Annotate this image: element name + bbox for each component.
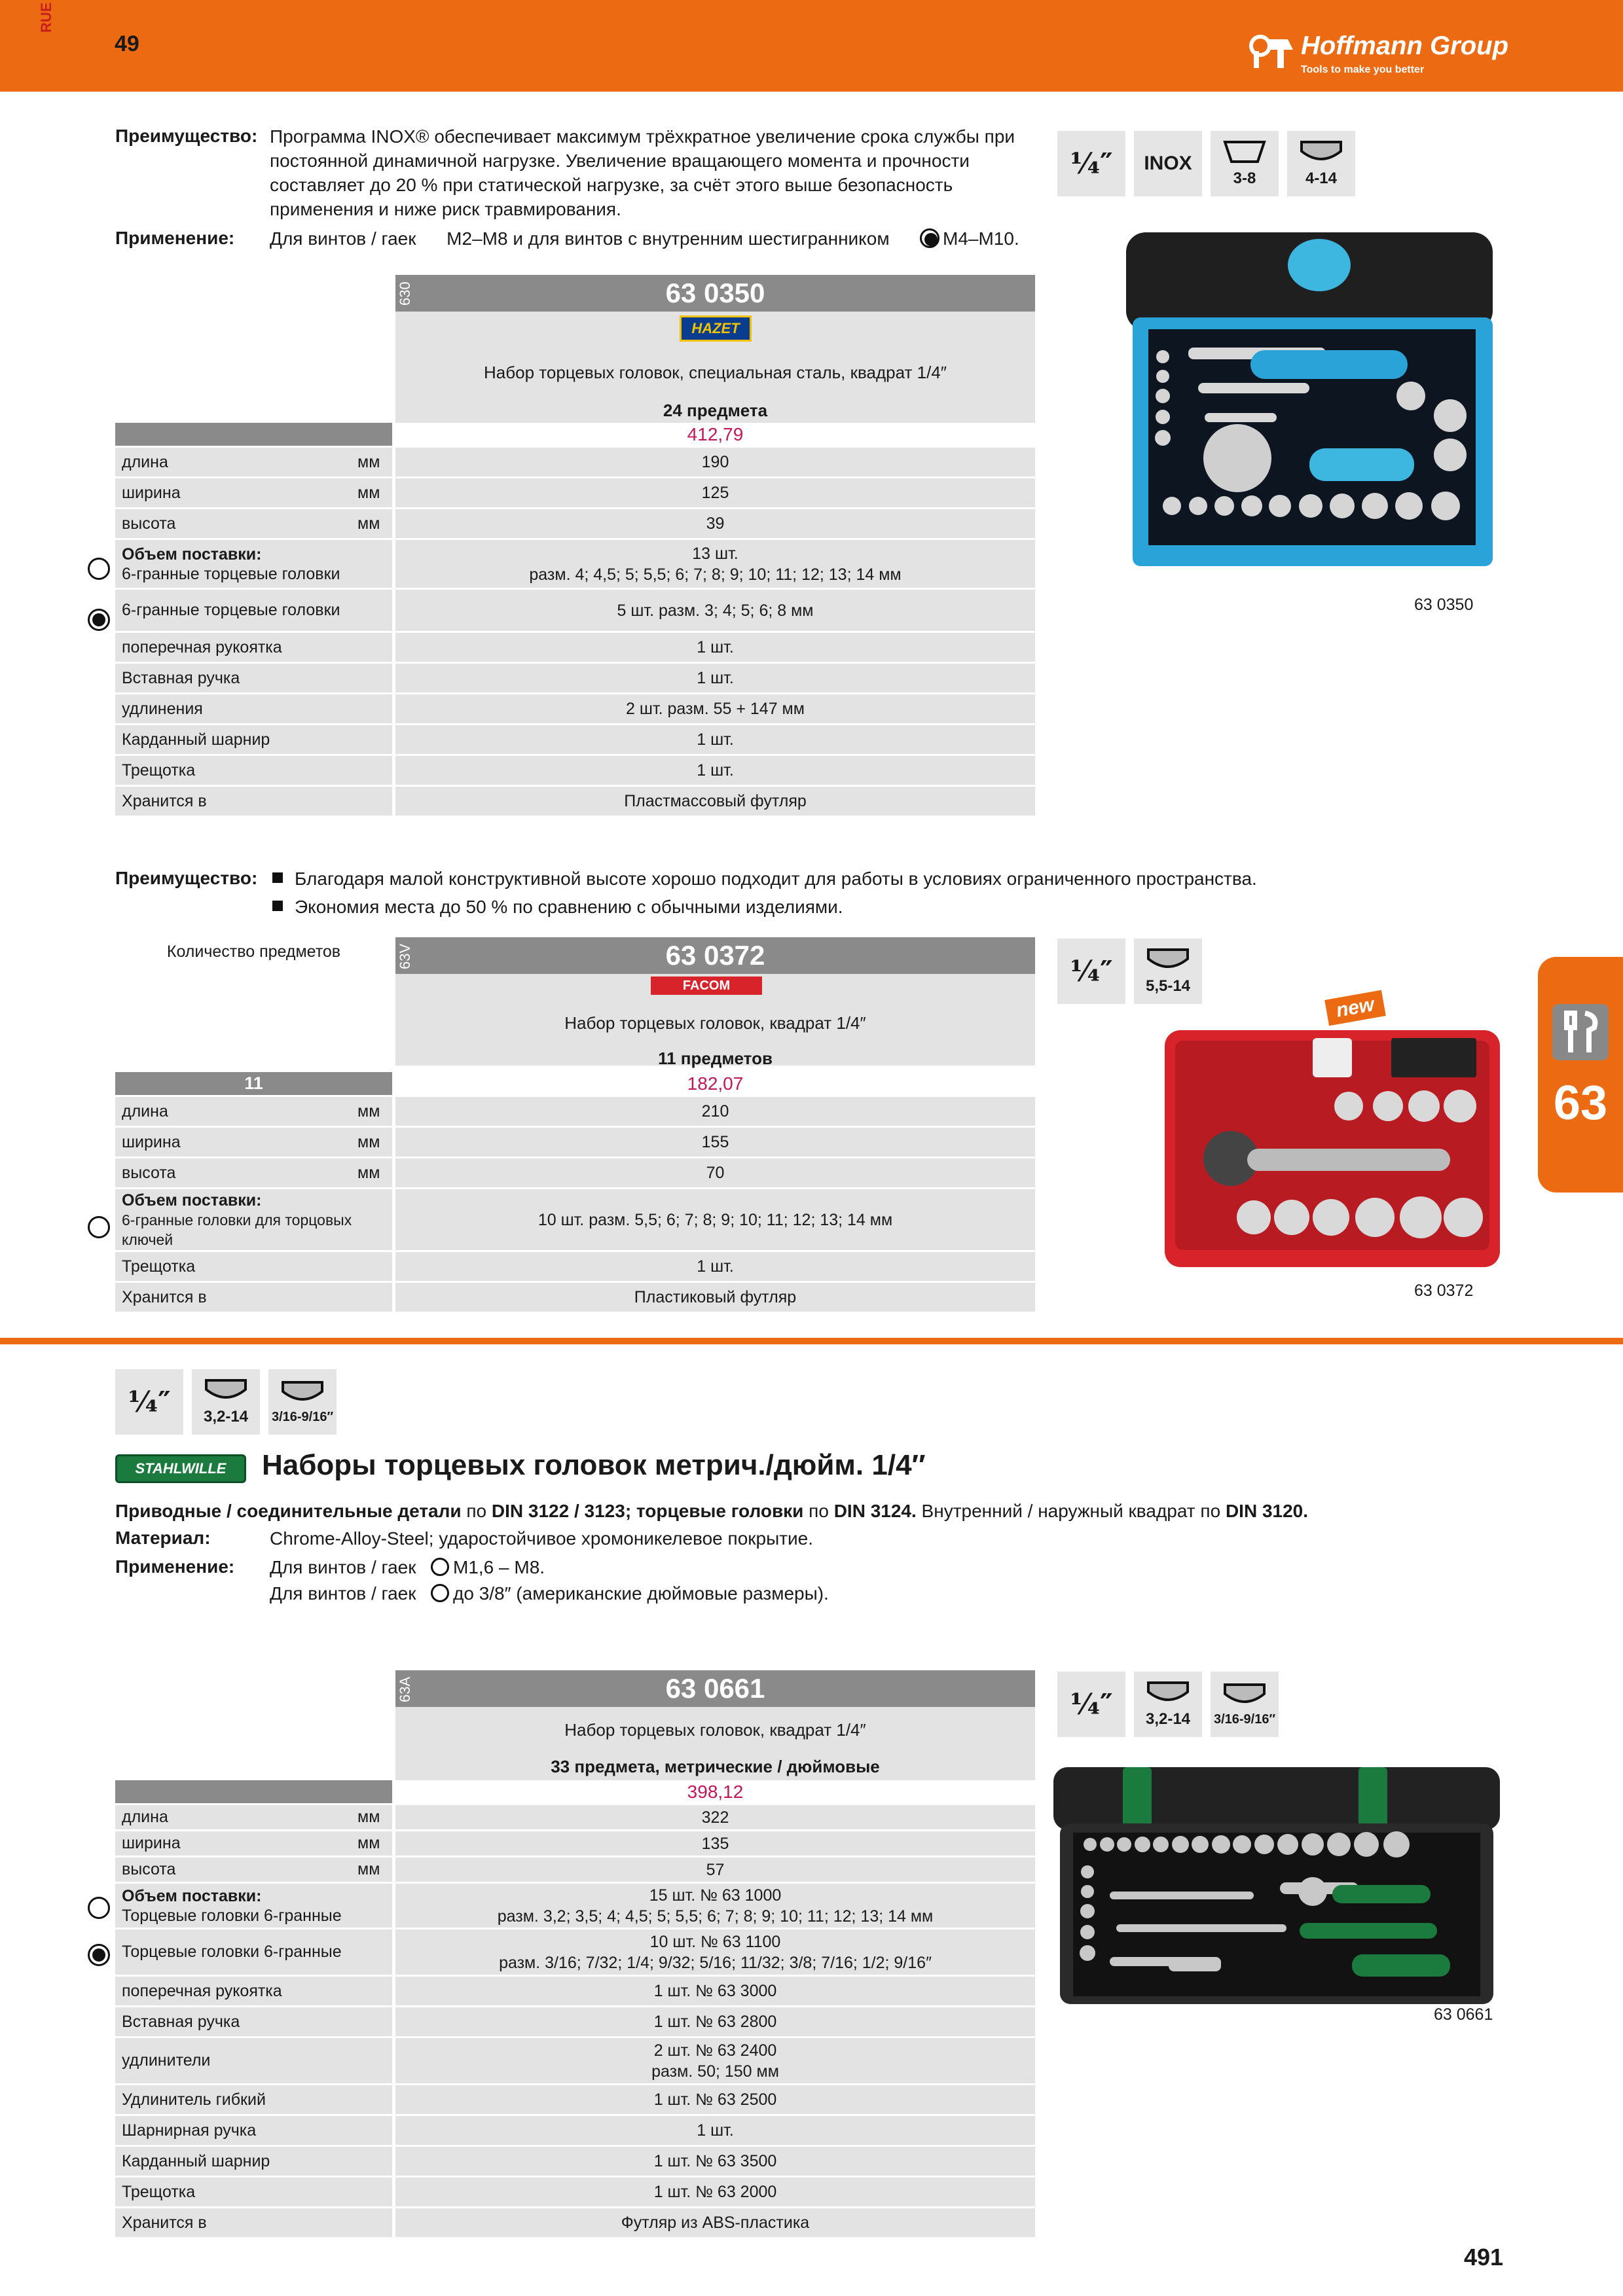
row-value: 190 — [395, 448, 1035, 476]
qty-value: 11 — [115, 1072, 392, 1095]
table-row — [115, 633, 1035, 664]
application-line: до 3/8″ (американские дюймовые размеры). — [453, 1583, 829, 1604]
bullet-text: Благодаря малой конструктивной высоте хорошо подходит для работы в условиях ограниченного пространства. — [295, 869, 1257, 889]
row-label — [115, 1189, 392, 1250]
row-value-line: разм. 3/16; 7/32; 1/4; 9/32; 5/16; 11/32; 3/8; 7/16; 1/2; 9/16″ — [499, 1953, 932, 1972]
row-value: 39 — [395, 509, 1035, 538]
group-tag: 63A — [397, 1676, 413, 1702]
table-row — [115, 1977, 1035, 2007]
socket-outline-icon — [88, 1216, 110, 1238]
row-label-sub: 6-гранные головки для торцовых ключей — [122, 1211, 352, 1248]
row-label: высота — [115, 509, 392, 538]
drive-size-label: ¼″ — [1070, 954, 1113, 988]
table-row — [115, 1158, 1035, 1189]
row-value-line: 2 шт. № 63 2400 — [653, 2041, 777, 2060]
table-row — [115, 590, 1035, 633]
row-value: Пластмассовый футляр — [395, 787, 1035, 816]
row-value: 1 шт. — [395, 1252, 1035, 1281]
table-row — [115, 1252, 1035, 1283]
hex-socket-label: 3-8 — [1233, 170, 1256, 187]
row-value: 210 — [395, 1097, 1035, 1126]
drive-size-icon — [115, 1369, 183, 1435]
drive-size-label: ¼″ — [128, 1385, 171, 1419]
page-number-right: 491 — [1464, 2244, 1504, 2270]
drive-size-icon — [1057, 1672, 1125, 1737]
row-value: 1 шт. № 63 2000 — [395, 2178, 1035, 2206]
product-table-630372 — [115, 937, 1035, 1323]
row-value: 1 шт. — [395, 756, 1035, 785]
price-row — [115, 1780, 1035, 1805]
row-label: поперечная рукоятка — [115, 1977, 392, 2005]
row-label: ширина — [115, 1831, 392, 1856]
article-number[interactable]: 63 0661 — [665, 1673, 765, 1704]
row-value — [395, 1929, 1035, 1975]
row-label: Вставная ручка — [115, 664, 392, 692]
row-value: 1 шт. № 63 2800 — [395, 2007, 1035, 2036]
table-row — [115, 509, 1035, 540]
table-row — [115, 2147, 1035, 2178]
hex-socket-label: 3/16-9/16″ — [271, 1409, 334, 1424]
application-label: Применение: — [115, 1556, 235, 1577]
row-label: длина — [115, 1097, 392, 1126]
socket-outline-icon — [431, 1584, 449, 1602]
row-label-sub: 6-гранные торцевые головки — [122, 564, 340, 583]
row-label: Вставная ручка — [115, 2007, 392, 2036]
row-value: 1 шт. — [395, 2116, 1035, 2145]
row-label: Карданный шарнир — [115, 2147, 392, 2176]
table-row — [115, 1128, 1035, 1158]
article-count: 33 предмета, метрические / дюймовые — [551, 1757, 880, 1776]
row-unit: мм — [357, 1860, 380, 1878]
product-table-630661 — [115, 1670, 1035, 2246]
table-row — [115, 2178, 1035, 2208]
table-row — [115, 1831, 1035, 1857]
hex-socket-icon — [268, 1369, 337, 1435]
spec-part: DIN 3120. — [1225, 1501, 1309, 1521]
row-label: Карданный шарнир — [115, 725, 392, 754]
table-row — [115, 2085, 1035, 2116]
advantage-bullets — [267, 867, 1257, 919]
row-label: длина — [115, 448, 392, 476]
row-label-title: Объем поставки: — [122, 545, 262, 564]
table-row — [115, 1929, 1035, 1977]
advantage-label: Преимущество: — [115, 868, 258, 888]
facom-logo: FACOM — [651, 977, 762, 995]
application-tail: M4–M10. — [943, 228, 1019, 249]
row-value: Футляр из ABS-пластика — [395, 2208, 1035, 2237]
bullet-icon — [272, 872, 283, 883]
new-badge: new — [1324, 990, 1386, 1026]
row-value-line: 15 шт. № 63 1000 — [649, 1886, 782, 1905]
article-description: Набор торцевых головок, квадрат 1/4″ — [564, 1013, 866, 1033]
socket-filled-icon — [88, 609, 110, 631]
table-row — [115, 1189, 1035, 1252]
row-unit: мм — [357, 514, 380, 533]
table-row — [115, 694, 1035, 725]
price-row — [115, 1072, 1035, 1097]
row-unit: мм — [357, 1834, 380, 1852]
row-value: 1 шт. — [395, 633, 1035, 662]
row-label: удлинители — [115, 2038, 392, 2083]
row-unit: мм — [357, 1132, 380, 1151]
chapter-number: 63 — [1553, 1075, 1608, 1130]
brand-tagline: Tools to make you better — [1301, 64, 1425, 75]
spec-part: по — [461, 1501, 492, 1521]
price-label-cell — [115, 1780, 392, 1803]
advantage-line: постоянной динамичной нагрузке. Увеличение вращающего момента и прочности — [270, 151, 970, 171]
material-text: Chrome-Alloy-Steel; ударостойчивое хромоникелевое покрытие. — [270, 1528, 814, 1549]
row-value: 125 — [395, 478, 1035, 507]
photo-caption: 63 0661 — [1434, 2005, 1493, 2024]
hazet-logo: HAZET — [680, 315, 752, 342]
hex-socket-label: 5,5-14 — [1145, 977, 1191, 995]
application-line: Для винтов / гаек — [270, 1557, 416, 1577]
table-row — [115, 2038, 1035, 2085]
hex-socket-icon — [1211, 1672, 1279, 1737]
row-value: 5 шт. разм. 3; 4; 5; 6; 8 мм — [395, 590, 1035, 631]
price-value: 412,79 — [395, 423, 1035, 446]
product-table-630350 — [115, 275, 1035, 838]
row-value: 1 шт. № 63 3500 — [395, 2147, 1035, 2176]
table-row — [115, 1805, 1035, 1831]
row-label — [115, 1884, 392, 1928]
row-value: 322 — [395, 1805, 1035, 1829]
row-label: Торцевые головки 6-гранные — [115, 1929, 392, 1975]
advantage-line: применения и ниже риск травмирования. — [270, 199, 621, 219]
hex-socket-label: 3,2-14 — [203, 1408, 249, 1426]
brand-logo — [1247, 27, 1516, 80]
hoffmann-logo-icon — [1247, 33, 1297, 69]
hex-socket-label: 3/16-9/16″ — [1213, 1712, 1276, 1727]
article-description: Набор торцевых головок, специальная сталь, квадрат 1/4″ — [484, 363, 947, 382]
table-row — [115, 664, 1035, 694]
article-number[interactable]: 63 0372 — [665, 940, 765, 971]
row-value — [395, 1884, 1035, 1928]
table-row — [115, 1857, 1035, 1884]
article-count: 24 предмета — [663, 401, 768, 420]
side-code: RUE — [38, 2, 54, 33]
bullet-text: Экономия места до 50 % по сравнению с обычными изделиями. — [295, 897, 843, 917]
table-row — [115, 1283, 1035, 1314]
table-row — [115, 1884, 1035, 1929]
photo-caption: 63 0350 — [1414, 596, 1474, 614]
table-row — [115, 725, 1035, 756]
price-label-cell — [115, 423, 392, 446]
drive-size-icon — [1057, 131, 1125, 196]
row-value: 70 — [395, 1158, 1035, 1187]
spec-line — [115, 1499, 1308, 1523]
hex-socket-symbol-icon — [920, 228, 939, 248]
drive-size-label: ¼″ — [1070, 1687, 1113, 1721]
wrench-icon — [1552, 1004, 1609, 1060]
row-label: Трещотка — [115, 756, 392, 785]
row-label: ширина — [115, 1128, 392, 1157]
row-unit: мм — [357, 1163, 380, 1182]
row-unit: мм — [357, 483, 380, 502]
bullet-item — [267, 895, 1257, 919]
hex-socket-icon — [1287, 131, 1355, 196]
inox-label: INOX — [1144, 152, 1192, 174]
application-label: Применение: — [115, 228, 235, 248]
hex-socket-icon — [1134, 1672, 1202, 1737]
row-value — [395, 540, 1035, 588]
price-row — [115, 423, 1035, 448]
socket-outline-icon — [88, 558, 110, 580]
socket-filled-icon — [88, 1944, 110, 1966]
spec-part: DIN 3122 / 3123; торцевые головки — [491, 1501, 804, 1521]
row-unit: мм — [357, 452, 380, 471]
row-label: Шарнирная ручка — [115, 2116, 392, 2145]
row-label: Удлинитель гибкий — [115, 2085, 392, 2114]
brand-name: Hoffmann Group — [1301, 31, 1509, 60]
bullet-item — [267, 867, 1257, 891]
row-value: 155 — [395, 1128, 1035, 1157]
article-description: Набор торцевых головок, квадрат 1/4″ — [564, 1720, 866, 1740]
advantage-line: составляет до 20 % при статической нагрузке, за счёт этого выше безопасность — [270, 175, 953, 195]
article-count: 11 предметов — [658, 1049, 773, 1068]
product-photo-630372 — [1162, 1028, 1503, 1270]
inox-icon — [1134, 131, 1202, 196]
group-tag: 63V — [397, 943, 413, 969]
row-value: 57 — [395, 1857, 1035, 1882]
row-value: 135 — [395, 1831, 1035, 1856]
hex-socket-label: 4-14 — [1305, 170, 1338, 187]
row-label: длина — [115, 1805, 392, 1829]
qty-header: Количество предметов — [166, 942, 341, 961]
table-row — [115, 478, 1035, 509]
section-title: Наборы торцевых головок метрич./дюйм. 1/4″ — [262, 1449, 926, 1481]
group-tag: 630 — [397, 281, 413, 306]
row-value-line: разм. 3,2; 3,5; 4; 4,5; 5; 5,5; 6; 7; 8; 9; 10; 11; 12; 13; 14 мм — [497, 1907, 934, 1926]
price-value: 398,12 — [395, 1780, 1035, 1803]
table-row — [115, 756, 1035, 787]
row-label: Трещотка — [115, 2178, 392, 2206]
row-value-line: разм. 4; 4,5; 5; 5,5; 6; 7; 8; 9; 10; 11; 12; 13; 14 мм — [529, 565, 902, 584]
section-separator — [0, 1338, 1623, 1344]
table-row — [115, 2007, 1035, 2038]
row-label-title: Объем поставки: — [122, 1191, 262, 1210]
row-value: 10 шт. разм. 5,5; 6; 7; 8; 9; 10; 11; 12; 13; 14 мм — [395, 1189, 1035, 1250]
row-label: поперечная рукоятка — [115, 633, 392, 662]
spec-part: DIN 3124. — [833, 1501, 917, 1521]
bullet-icon — [272, 901, 283, 911]
row-label: удлинения — [115, 694, 392, 723]
row-label: Хранится в — [115, 2208, 392, 2237]
row-label: Хранится в — [115, 787, 392, 816]
spec-part: по — [803, 1501, 834, 1521]
page-number-left: 49 — [115, 31, 139, 56]
table-row — [115, 448, 1035, 478]
socket-outline-icon — [88, 1897, 110, 1919]
chapter-tab[interactable] — [1538, 957, 1623, 1193]
table-row — [115, 787, 1035, 817]
row-label: Трещотка — [115, 1252, 392, 1281]
row-label: высота — [115, 1158, 392, 1187]
row-label-sub: Торцевые головки 6-гранные — [122, 1906, 342, 1925]
hex-socket-label: 3,2-14 — [1145, 1710, 1191, 1728]
row-value: 1 шт. — [395, 725, 1035, 754]
row-unit: мм — [357, 1808, 380, 1826]
row-value-line: 13 шт. — [692, 544, 739, 563]
product-photo-630350 — [1120, 226, 1506, 579]
price-value: 182,07 — [395, 1072, 1035, 1095]
product-photo-630661 — [1051, 1761, 1503, 2009]
stahlwille-logo: STAHLWILLE — [115, 1454, 246, 1483]
row-label — [115, 540, 392, 588]
row-label-title: Объем поставки: — [122, 1886, 262, 1905]
row-value: Пластиковый футляр — [395, 1283, 1035, 1312]
hex-socket-icon — [1134, 939, 1202, 1004]
spec-part: Приводные / соединительные детали — [115, 1501, 462, 1521]
row-label: Хранится в — [115, 1283, 392, 1312]
application-line: Для винтов / гаек — [270, 1583, 416, 1604]
row-value-line: разм. 50; 150 мм — [651, 2062, 779, 2081]
row-label: 6-гранные торцевые головки — [115, 590, 392, 631]
application-line: M1,6 – M8. — [453, 1557, 545, 1577]
row-value: 1 шт. № 63 3000 — [395, 1977, 1035, 2005]
row-unit: мм — [357, 1102, 380, 1121]
row-value: 2 шт. разм. 55 + 147 мм — [395, 694, 1035, 723]
table-row — [115, 540, 1035, 590]
hex-socket-icon — [192, 1369, 260, 1435]
drive-size-icon — [1057, 939, 1125, 1004]
row-label: ширина — [115, 478, 392, 507]
advantage-label: Преимущество: — [115, 126, 258, 146]
row-value: 1 шт. — [395, 664, 1035, 692]
material-label: Материал: — [115, 1528, 211, 1548]
photo-caption: 63 0372 — [1414, 1282, 1474, 1300]
advantage-line: Программа INOX® обеспечивает максимум трёхкратное увеличение срока службы при — [270, 126, 1015, 147]
advantage-text — [270, 124, 1049, 221]
drive-size-label: ¼″ — [1070, 147, 1113, 181]
row-label: высота — [115, 1857, 392, 1882]
row-value — [395, 2038, 1035, 2083]
table-row — [115, 2116, 1035, 2147]
spec-part: Внутренний / наружный квадрат по — [916, 1501, 1226, 1521]
article-number[interactable]: 63 0350 — [665, 278, 765, 308]
row-value: 1 шт. № 63 2500 — [395, 2085, 1035, 2114]
application-text: Для винтов / гаек M2–M8 и для винтов с внутренним шестигранником — [270, 228, 890, 249]
table-row — [115, 2208, 1035, 2239]
socket-outline-icon — [431, 1558, 449, 1576]
hex-socket-icon — [1211, 131, 1279, 196]
row-value-line: 10 шт. № 63 1100 — [649, 1932, 781, 1951]
table-row — [115, 1097, 1035, 1128]
